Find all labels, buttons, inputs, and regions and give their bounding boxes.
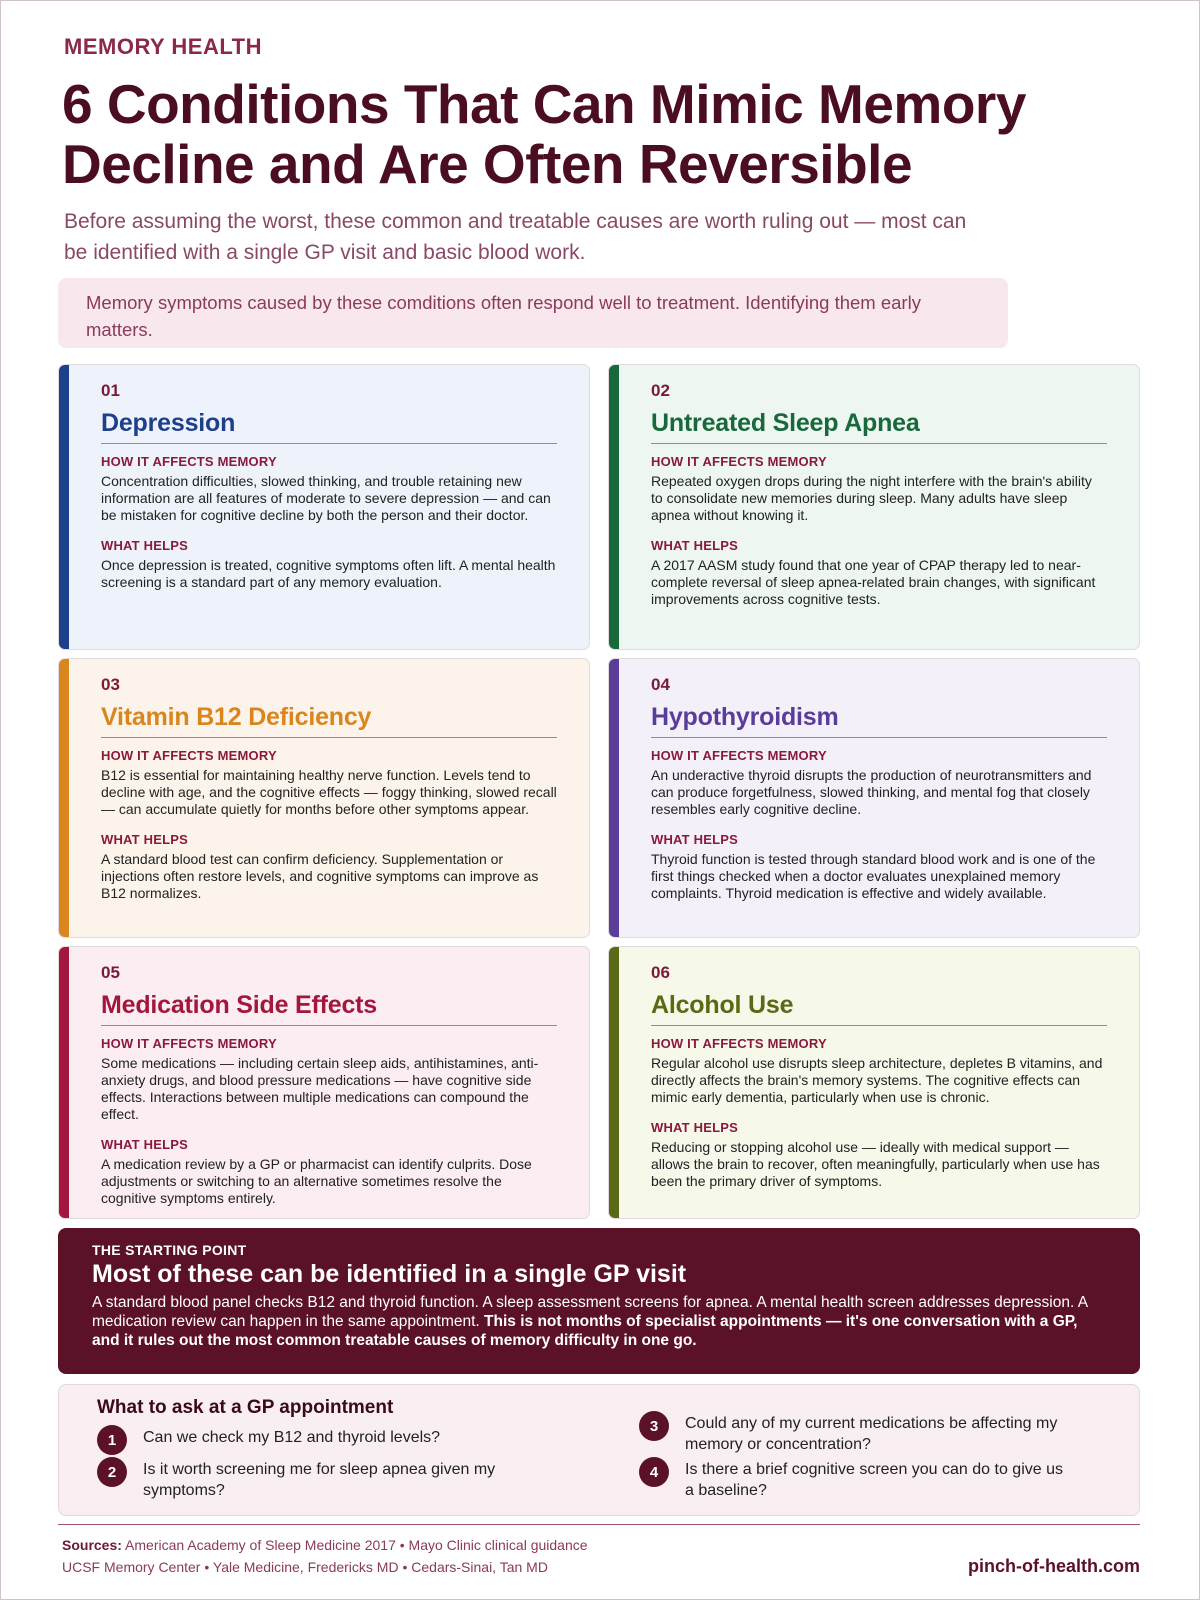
accent-bar [609, 947, 619, 1218]
question-item [639, 1457, 1065, 1501]
sources-text-2: UCSF Memory Center • Yale Medicine, Fredericks MD • Cedars-Sinai, Tan MD [62, 1559, 548, 1575]
card-number: 06 [651, 963, 670, 982]
affects-label: HOW IT AFFECTS MEMORY [651, 1036, 827, 1051]
card-title: Medication Side Effects [101, 991, 557, 1026]
question-text: Is it worth screening me for sleep apnea given my symptoms? [143, 1461, 496, 1499]
affects-text: Regular alcohol use disrupts sleep architecture, depletes B vitamins, and directly affects the brain's memory systems. The cognitive effects can mimic early dementia, particularly when use is chronic. [651, 1055, 1103, 1105]
site-url: pinch-of-health.com [968, 1556, 1140, 1576]
starting-body-bold: This is not months of specialist appointments — it's one conversation with a GP, and it rules out the most common treatable causes of memory difficulty in one go. [92, 1313, 1078, 1349]
page-title: 6 Conditions That Can Mimic Memory Decline and Are Often Reversible [62, 73, 1026, 195]
condition-card-medication [58, 946, 590, 1219]
helps-label: WHAT HELPS [651, 1120, 738, 1135]
footer-divider [58, 1524, 1140, 1525]
question-text: Could any of my current medications be affecting my memory or concentration? [685, 1415, 1058, 1453]
card-number: 03 [101, 675, 120, 694]
card-title: Hypothyroidism [651, 703, 1107, 738]
starting-body [92, 1293, 1106, 1350]
helps-text: A standard blood test can confirm deficiency. Supplementation or injections often restore levels, and cognitive symptoms can improve as B12 normalizes. [101, 851, 539, 901]
helps-text: Once depression is treated, cognitive symptoms often lift. A mental health screening is a standard part of any memory evaluation. [101, 557, 556, 590]
affects-text: An underactive thyroid disrupts the production of neurotransmitters and can produce forgetfulness, slowed thinking, and mental fog that closely resembles early cognitive decline. [651, 767, 1092, 817]
helps-label: WHAT HELPS [101, 832, 188, 847]
sources-text-1: American Academy of Sleep Medicine 2017 • Mayo Clinic clinical guidance [125, 1537, 588, 1553]
accent-bar [609, 365, 619, 649]
question-number: 2 [97, 1457, 127, 1487]
accent-bar [59, 947, 69, 1218]
question-item [97, 1425, 523, 1455]
condition-card-b12 [58, 658, 590, 938]
card-title: Depression [101, 409, 557, 444]
page-subtitle: Before assuming the worst, these common and treatable causes are worth ruling out — most can be identified with a single GP visit and basic blood work. [64, 210, 967, 264]
card-title: Untreated Sleep Apnea [651, 409, 1107, 444]
helps-text: Thyroid function is tested through standard blood work and is one of the first things checked when a doctor evaluates unexplained memory complaints. Thyroid medication is effective and widely available. [651, 851, 1096, 901]
starting-body-text: A standard blood panel checks B12 and thyroid function. A sleep assessment screens for apnea. A mental health screen addresses depression. A medication review can happen in the same appointment. [92, 1294, 1088, 1330]
affects-label: HOW IT AFFECTS MEMORY [101, 1036, 277, 1051]
affects-text: Repeated oxygen drops during the night interfere with the brain's ability to consolidate new memories during sleep. Many adults have sleep apnea without knowing it. [651, 473, 1092, 523]
affects-label: HOW IT AFFECTS MEMORY [651, 454, 827, 469]
condition-card-hypothyroidism [608, 658, 1140, 938]
card-number: 02 [651, 381, 670, 400]
question-text: Is there a brief cognitive screen you can do to give us a baseline? [685, 1461, 1063, 1499]
affects-text: Some medications — including certain sleep aids, antihistamines, anti-anxiety drugs, and blood pressure medications — have cognitive side effects. Interactions between multiple medications can compound the effect. [101, 1055, 539, 1122]
affects-label: HOW IT AFFECTS MEMORY [101, 748, 277, 763]
affects-text: Concentration difficulties, slowed thinking, and trouble retaining new information are all features of moderate to severe depression — and can be mistaken for cognitive decline by both the person and their doctor. [101, 473, 551, 523]
helps-text: Reducing or stopping alcohol use — ideally with medical support — allows the brain to recover, often meaningfully, particularly when use has been the primary driver of symptoms. [651, 1139, 1100, 1189]
starting-label: THE STARTING POINT [92, 1242, 247, 1258]
helps-label: WHAT HELPS [651, 832, 738, 847]
card-title: Alcohol Use [651, 991, 1107, 1026]
callout-box: Memory symptoms caused by these comditions often respond well to treatment. Identifying them early matters. [58, 278, 1008, 348]
helps-text: A medication review by a GP or pharmacist can identify culprits. Dose adjustments or switching to an alternative sometimes resolve the cognitive symptoms entirely. [101, 1156, 532, 1206]
card-title: Vitamin B12 Deficiency [101, 703, 557, 738]
kicker: MEMORY HEALTH [64, 34, 262, 59]
helps-label: WHAT HELPS [101, 1137, 188, 1152]
sources-line-1 [62, 1534, 588, 1556]
affects-label: HOW IT AFFECTS MEMORY [101, 454, 277, 469]
condition-card-depression [58, 364, 590, 650]
sources [62, 1534, 588, 1578]
accent-bar [59, 659, 69, 937]
starting-point-box [58, 1228, 1140, 1374]
condition-card-alcohol [608, 946, 1140, 1219]
sources-label: Sources: [62, 1537, 122, 1553]
affects-label: HOW IT AFFECTS MEMORY [651, 748, 827, 763]
accent-bar [609, 659, 619, 937]
card-number: 05 [101, 963, 120, 982]
questions-box [58, 1384, 1140, 1516]
helps-text: A 2017 AASM study found that one year of CPAP therapy led to near-complete reversal of sleep apnea-related brain changes, with significant improvements across cognitive tests. [651, 557, 1096, 607]
condition-card-sleep-apnea [608, 364, 1140, 650]
question-number: 1 [97, 1425, 127, 1455]
questions-title: What to ask at a GP appointment [97, 1397, 394, 1418]
card-number: 04 [651, 675, 670, 694]
helps-label: WHAT HELPS [651, 538, 738, 553]
helps-label: WHAT HELPS [101, 538, 188, 553]
card-number: 01 [101, 381, 120, 400]
accent-bar [59, 365, 69, 649]
question-number: 3 [639, 1411, 669, 1441]
question-item [639, 1411, 1065, 1455]
starting-heading: Most of these can be identified in a single GP visit [92, 1260, 687, 1288]
question-number: 4 [639, 1457, 669, 1487]
question-item [97, 1457, 523, 1501]
question-text: Can we check my B12 and thyroid levels? [143, 1429, 441, 1446]
affects-text: B12 is essential for maintaining healthy nerve function. Levels tend to decline with age, and the cognitive effects — foggy thinking, slowed recall — can accumulate quietly for months before other symptoms appear. [101, 767, 557, 817]
